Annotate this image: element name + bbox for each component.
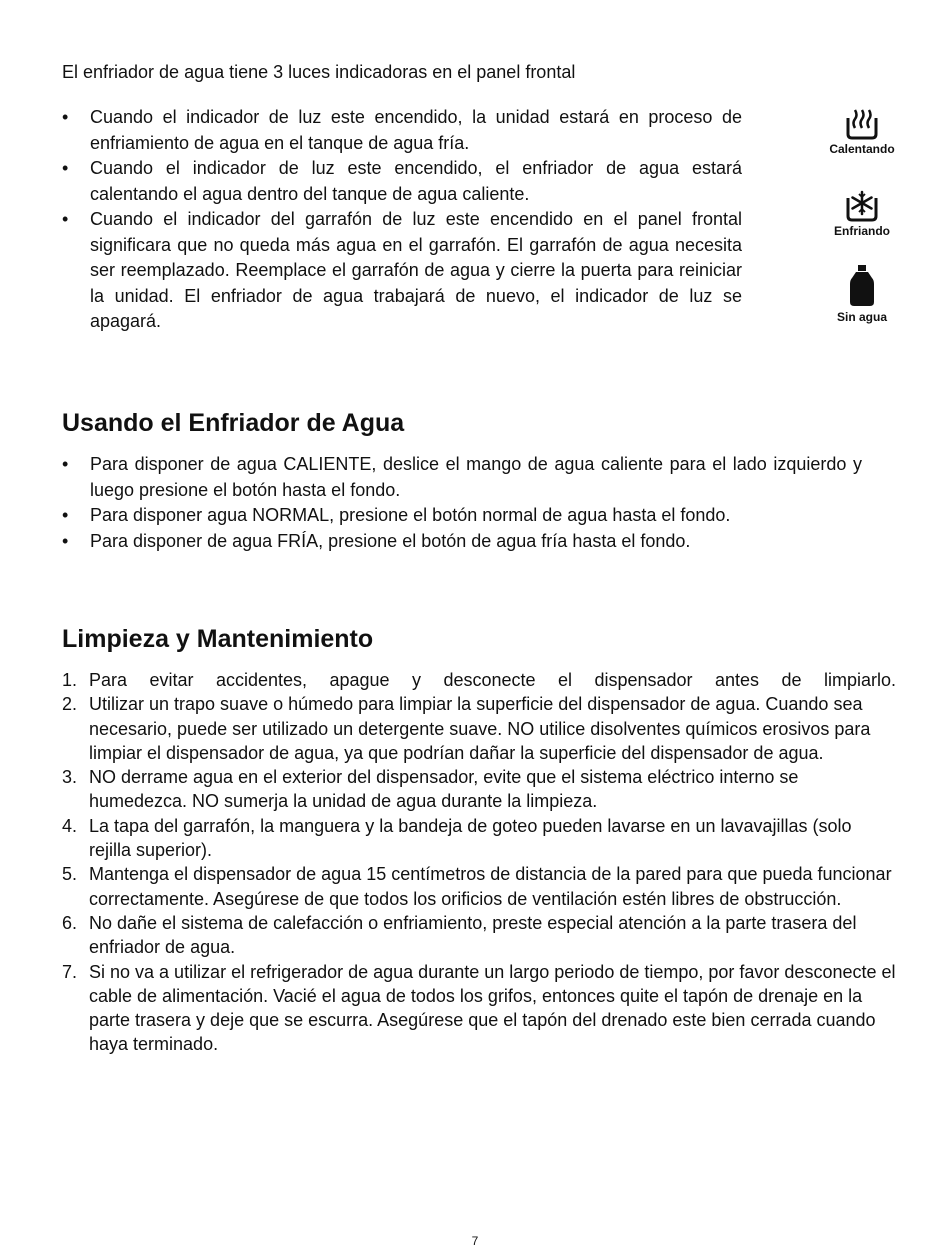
indicator-bullet-list (62, 105, 742, 335)
empty-bottle-icon (842, 264, 882, 308)
indicator-empty-label: Sin agua (836, 310, 887, 324)
heating-icon (842, 104, 882, 140)
indicator-bullet-empty: • Cuando el indicador del garrafón de luz este encendido en el panel frontal significara que no queda más agua en el garrafón. El garrafón de agua necesita ser reemplazado. Reemplace el garrafón de agua y cierre la puerta para reiniciar la unidad. El enfriador de agua trabajará de nuevo, el indicador de luz se apagará. (62, 207, 742, 335)
cleaning-item (62, 911, 896, 960)
cleaning-item (62, 668, 896, 692)
cleaning-numbered-list (62, 668, 896, 1057)
indicator-cooling (812, 186, 912, 238)
page-number: 7 (471, 1234, 479, 1248)
cleaning-item-number: 1. (62, 670, 78, 690)
indicator-bullet-heating: • Cuando el indicador de luz este encendido, el enfriador de agua estará calentando el agua dentro del tanque de agua caliente. (62, 156, 742, 207)
indicator-heating-label: Calentando (829, 142, 895, 156)
cleaning-item-text: Utilizar un trapo suave o húmedo para limpiar la superficie del dispensador de agua. Cuando sea necesario, puede ser utilizado un detergente suave. NO utilice disolventes químicos erosivos para limpiar el dispensador de agua, ya que podrían dañar la superficie del dispensador de agua. (89, 694, 871, 763)
section-title-using: Usando el Enfriador de Agua (62, 409, 405, 437)
using-item-hot: • Para disponer de agua CALIENTE, deslice el mango de agua caliente para el lado izquierdo y luego presione el botón hasta el fondo. (62, 452, 862, 503)
intro-text: El enfriador de agua tiene 3 luces indicadoras en el panel frontal (62, 62, 576, 82)
cleaning-item-number: 7. (62, 961, 78, 982)
cleaning-item-text: Para evitar accidentes, apague y desconecte el dispensador antes de limpiarlo. (89, 670, 896, 690)
cleaning-item-number: 6. (62, 912, 78, 933)
indicator-cooling-label: Enfriando (834, 224, 890, 238)
cleaning-item-text: Si no va a utilizar el refrigerador de agua durante un largo periodo de tiempo, por favor desconecte el cable de alimentación. Vacié el agua de todos los grifos, entonces quite el tapón de drenaje en la parte trasera y deje que se escurra. Asegúrese que el tapón del drenado este bien cerrada cuando haya terminado. (89, 961, 896, 1055)
cleaning-item (62, 765, 896, 814)
cleaning-item-text: No dañe el sistema de calefacción o enfriamiento, preste especial atención a la parte trasera del enfriador de agua. (89, 912, 857, 958)
section-title-cleaning: Limpieza y Mantenimiento (62, 625, 374, 653)
using-item-normal: • Para disponer agua NORMAL, presione el botón normal de agua hasta el fondo. (62, 503, 862, 529)
cleaning-item (62, 814, 896, 863)
cleaning-item (62, 692, 896, 765)
snowflake-icon (842, 186, 882, 222)
cleaning-item-text: Mantenga el dispensador de agua 15 centímetros de distancia de la pared para que pueda funcionar correctamente. Asegúrese de que todos los orificios de ventilación estén libres de obstrucción. (89, 864, 892, 909)
indicator-empty (812, 264, 912, 324)
cleaning-item-number: 5. (62, 864, 78, 885)
using-bullet-list (62, 452, 862, 554)
cleaning-item-text: La tapa del garrafón, la manguera y la bandeja de goteo pueden lavarse en un lavavajillas (solo rejilla superior). (89, 815, 852, 861)
cleaning-item-text: NO derrame agua en el exterior del dispensador, evite que el sistema eléctrico interno se humedezca. NO sumerja la unidad de agua durante la limpieza. (89, 767, 799, 812)
indicator-heating (812, 104, 912, 156)
indicator-bullet-cooling: • Cuando el indicador de luz este encendido, la unidad estará en proceso de enfriamiento de agua en el tanque de agua fría. (62, 105, 742, 156)
cleaning-item-number: 4. (62, 815, 78, 836)
cleaning-item (62, 960, 896, 1057)
using-item-cold: • Para disponer de agua FRÍA, presione el botón de agua fría hasta el fondo. (62, 529, 862, 555)
cleaning-item-number: 2. (62, 694, 78, 715)
cleaning-item (62, 862, 896, 911)
cleaning-item-number: 3. (62, 767, 78, 788)
